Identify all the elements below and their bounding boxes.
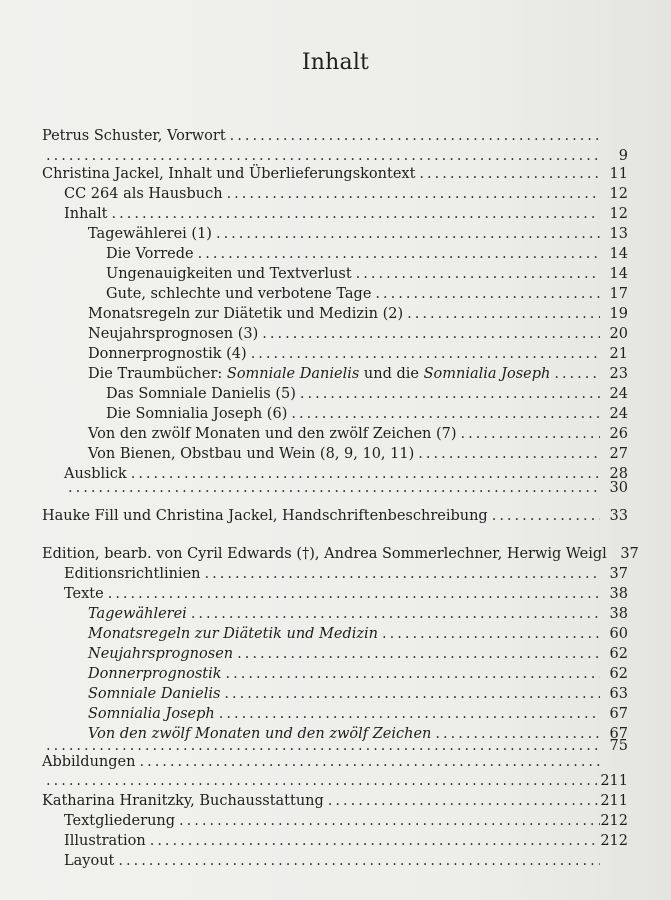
toc-entry [88, 223, 628, 243]
toc-entry-label: Abbildungen [42, 754, 136, 770]
toc-page-number: 212 [600, 833, 628, 849]
toc-entry [88, 703, 628, 723]
toc-entry [106, 243, 628, 263]
toc-entry-label: Katharina Hranitzky, Buchausstattung [42, 793, 324, 809]
toc-page-number: 23 [609, 366, 628, 382]
toc-page-number: 11 [609, 166, 628, 182]
toc-entry [88, 343, 628, 363]
toc-entry-label: Die Traumbücher: Somniale Danielis und die Somnialia Joseph [88, 366, 551, 382]
toc-entry [42, 543, 639, 563]
toc-entry [88, 643, 628, 663]
toc-page-number: 67 [609, 706, 628, 722]
toc-page-number: 24 [609, 386, 628, 402]
toc-page-number: 75 [609, 738, 628, 754]
toc-entry-label: Ausblick [64, 466, 127, 482]
toc-entry [42, 145, 628, 165]
toc-page-number: 62 [609, 646, 628, 662]
toc-entry [88, 423, 628, 443]
toc-page-number: 38 [609, 586, 628, 602]
toc-leader-dots [216, 225, 600, 243]
toc-leader-dots [46, 772, 600, 790]
toc-entry [88, 363, 628, 383]
toc-entry-label: Illustration [64, 833, 146, 849]
toc-page-number: 63 [609, 686, 628, 702]
toc-entry-label: Monatsregeln zur Diätetik und Medizin [88, 626, 379, 642]
toc-entry [42, 163, 628, 183]
toc-leader-dots [108, 585, 600, 603]
toc-entry [42, 125, 628, 145]
toc-entry-label: Tagewählerei [88, 606, 187, 622]
toc-page-number: 20 [609, 326, 628, 342]
toc-page-number: 30 [609, 480, 628, 496]
toc-leader-dots [251, 345, 600, 363]
toc-leader-dots [219, 705, 600, 723]
toc-entry [88, 443, 628, 463]
toc-entry [88, 323, 628, 343]
toc-page-number: 19 [609, 306, 628, 322]
toc-leader-dots [375, 285, 600, 303]
toc-leader-dots [356, 265, 600, 283]
toc-page-number: 28 [609, 466, 628, 482]
toc-page-number: 27 [609, 446, 628, 462]
toc-entry-label: Das Somniale Danielis (5) [106, 386, 296, 402]
toc-entry [42, 790, 628, 810]
toc-page-number: 14 [609, 246, 628, 262]
toc-entry-label: Donnerprognostik [88, 666, 222, 682]
toc-page-number: 13 [609, 226, 628, 242]
toc-entry-label: Layout [64, 853, 115, 869]
toc-entry [64, 203, 628, 223]
toc-leader-dots [179, 812, 600, 830]
toc-leader-dots [112, 205, 600, 223]
toc-entry-label: Tagewählerei (1) [88, 226, 212, 242]
toc-entry-label: Textgliederung [64, 813, 176, 829]
toc-leader-dots [262, 325, 600, 343]
toc-entry-label: Somniale Danielis [88, 686, 221, 702]
toc-leader-dots [382, 625, 600, 643]
toc-page-number: 212 [600, 813, 628, 829]
toc-leader-dots [291, 405, 600, 423]
toc-leader-dots [150, 832, 600, 850]
toc-leader-dots [407, 305, 600, 323]
toc-entry [106, 283, 628, 303]
toc-page-number: 24 [609, 406, 628, 422]
toc-entry [88, 663, 628, 683]
toc-entry [106, 383, 628, 403]
toc-entry-label: Von den zwölf Monaten und den zwölf Zeichen [88, 726, 432, 742]
toc-page-number: 33 [609, 508, 628, 524]
toc-entry-label: Die Vorrede [106, 246, 194, 262]
toc-leader-dots [328, 792, 600, 810]
toc-entry [106, 403, 628, 423]
toc-page-number: 17 [609, 286, 628, 302]
toc-entry-label: Ungenauigkeiten und Textverlust [106, 266, 352, 282]
toc-leader-dots [191, 605, 600, 623]
toc-leader-dots [554, 365, 600, 383]
toc-entry [64, 830, 628, 850]
toc-page-number: 37 [620, 546, 639, 562]
toc-leader-dots [227, 185, 600, 203]
toc-page-number: 37 [609, 566, 628, 582]
toc-entry [88, 623, 628, 643]
toc-entry-label: Christina Jackel, Inhalt und Überlieferungskontext [42, 166, 416, 182]
toc-entry-label: Neujahrsprognosen (3) [88, 326, 259, 342]
toc-leader-dots [230, 127, 600, 145]
toc-entry-label: Inhalt [64, 206, 108, 222]
toc-entry-label: Donnerprognostik (4) [88, 346, 247, 362]
toc-entry-label: Von Bienen, Obstbau und Wein (8, 9, 10, 11) [88, 446, 415, 462]
toc-entry [64, 850, 628, 870]
toc-leader-dots [139, 753, 600, 771]
toc-page-number: 67 [609, 726, 628, 742]
toc-entry [88, 603, 628, 623]
toc-leader-dots [419, 165, 600, 183]
toc-page-number: 38 [609, 606, 628, 622]
page-title: Inhalt [301, 50, 370, 75]
toc-leader-dots [118, 852, 600, 870]
toc-leader-dots [224, 685, 600, 703]
toc-entry-label: Monatsregeln zur Diätetik und Medizin (2) [88, 306, 404, 322]
toc-entry [88, 303, 628, 323]
toc-page-number: 21 [609, 346, 628, 362]
toc-entry-label: Von den zwölf Monaten und den zwölf Zeichen (7) [88, 426, 457, 442]
toc-leader-dots [418, 445, 600, 463]
toc-entry [64, 810, 628, 830]
toc-entry-label: Hauke Fill und Christina Jackel, Handschriftenbeschreibung [42, 508, 488, 524]
toc-leader-dots [226, 665, 600, 683]
toc-entry [42, 751, 628, 771]
toc-entry-label: Texte [64, 586, 104, 602]
toc-entry-label: Gute, schlechte und verbotene Tage [106, 286, 372, 302]
toc-leader-dots [461, 425, 600, 443]
toc-entry-label: CC 264 als Hausbuch [64, 186, 223, 202]
toc-entry-label: Edition, bearb. von Cyril Edwards (†), Andrea Sommerlechner, Herwig Weigl [42, 546, 607, 562]
toc-leader-dots [237, 645, 600, 663]
toc-page-number: 12 [609, 186, 628, 202]
toc-leader-dots [198, 245, 600, 263]
toc-page-number: 60 [609, 626, 628, 642]
toc-entry-label: Petrus Schuster, Vorwort [42, 128, 226, 144]
toc-page-number: 9 [618, 148, 628, 164]
toc-entry-label: Somnialia Joseph [88, 706, 215, 722]
toc-leader-dots [492, 507, 600, 525]
toc-entry [64, 563, 628, 583]
toc-entry [42, 770, 628, 790]
toc-leader-dots [300, 385, 600, 403]
toc-entry [106, 263, 628, 283]
toc-entry-label: Editionsrichtlinien [64, 566, 201, 582]
toc-entry [64, 583, 628, 603]
toc-leader-dots [205, 565, 600, 583]
toc-entry-label: Neujahrsprognosen [88, 646, 234, 662]
toc-entry [88, 683, 628, 703]
toc-page-number: 14 [609, 266, 628, 282]
toc-page-number: 211 [600, 793, 628, 809]
toc-page-number: 12 [609, 206, 628, 222]
toc-page-number: 26 [609, 426, 628, 442]
toc-entry [64, 183, 628, 203]
toc-page-number: 211 [600, 773, 628, 789]
toc-entry [42, 505, 628, 525]
toc-leader-dots [68, 479, 600, 497]
toc-entry-label: Die Somnialia Joseph (6) [106, 406, 288, 422]
toc-page-number: 62 [609, 666, 628, 682]
toc-entry [64, 477, 628, 497]
